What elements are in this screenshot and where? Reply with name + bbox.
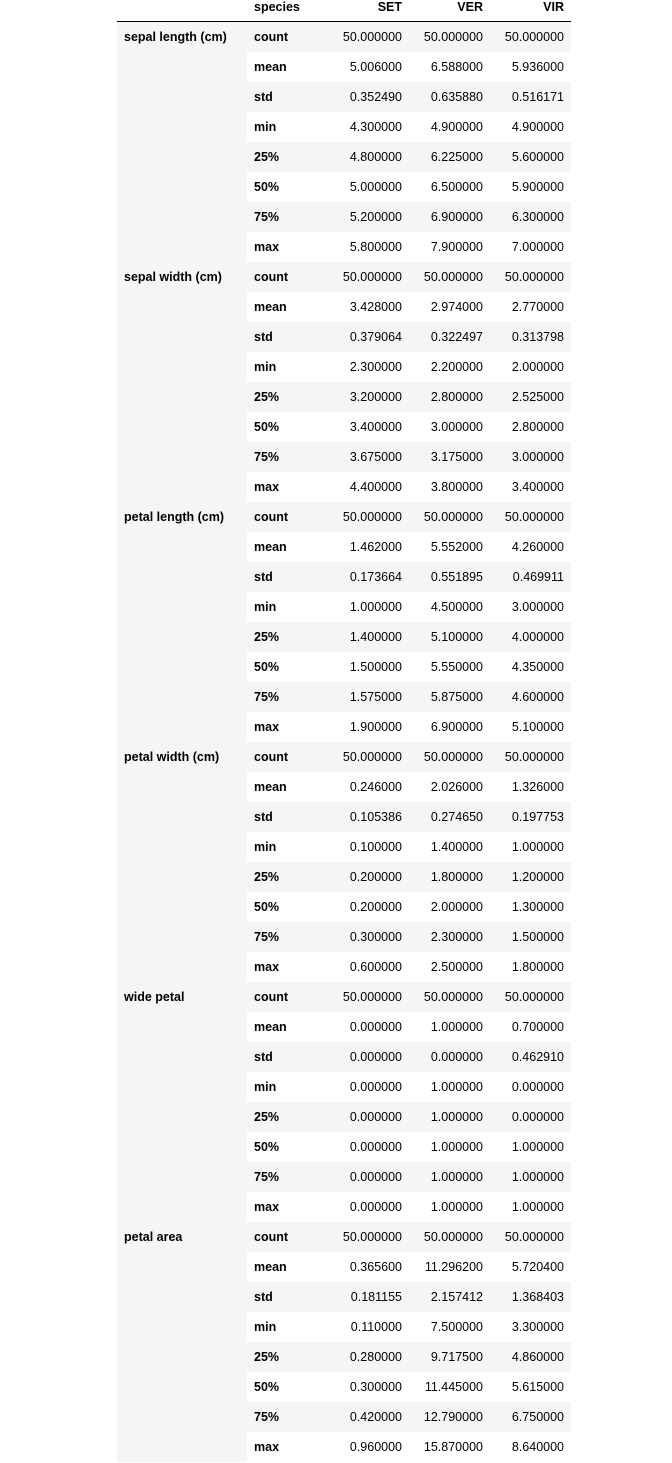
value-cell: 0.181155 [328,1282,409,1312]
value-cell: 1.000000 [490,832,571,862]
value-cell: 50.000000 [328,982,409,1012]
row-group-label: petal length (cm) [117,502,247,742]
value-cell: 7.500000 [409,1312,490,1342]
value-cell: 2.770000 [490,292,571,322]
value-cell: 50.000000 [409,21,490,52]
stat-label: max [247,232,328,262]
value-cell: 0.960000 [328,1432,409,1462]
value-cell: 3.675000 [328,442,409,472]
value-cell: 1.326000 [490,772,571,802]
index-name-header: species [247,0,328,21]
value-cell: 11.445000 [409,1372,490,1402]
stat-label: std [247,802,328,832]
value-cell: 0.105386 [328,802,409,832]
value-cell: 0.200000 [328,862,409,892]
value-cell: 50.000000 [409,982,490,1012]
table-body [117,21,571,1462]
value-cell: 4.000000 [490,622,571,652]
stat-label: mean [247,292,328,322]
value-cell: 0.000000 [409,1042,490,1072]
value-cell: 2.800000 [490,412,571,442]
value-cell: 5.100000 [490,712,571,742]
value-cell: 2.000000 [409,892,490,922]
table-row [117,262,571,292]
value-cell: 4.900000 [490,112,571,142]
value-cell: 0.000000 [328,1132,409,1162]
stat-label: 50% [247,892,328,922]
stat-label: 25% [247,622,328,652]
stat-label: 50% [247,172,328,202]
value-cell: 0.110000 [328,1312,409,1342]
value-cell: 5.550000 [409,652,490,682]
value-cell: 1.000000 [409,1102,490,1132]
stat-label: 75% [247,442,328,472]
stat-label: count [247,982,328,1012]
value-cell: 50.000000 [490,1222,571,1252]
value-cell: 0.516171 [490,82,571,112]
stat-label: 75% [247,1402,328,1432]
stat-label: count [247,742,328,772]
value-cell: 2.000000 [490,352,571,382]
value-cell: 0.551895 [409,562,490,592]
value-cell: 5.936000 [490,52,571,82]
value-cell: 5.006000 [328,52,409,82]
value-cell: 5.900000 [490,172,571,202]
value-cell: 6.225000 [409,142,490,172]
value-cell: 2.300000 [409,922,490,952]
value-cell: 5.000000 [328,172,409,202]
value-cell: 1.000000 [409,1132,490,1162]
value-cell: 11.296200 [409,1252,490,1282]
value-cell: 5.800000 [328,232,409,262]
stat-label: std [247,1282,328,1312]
value-cell: 4.260000 [490,532,571,562]
value-cell: 4.900000 [409,112,490,142]
value-cell: 3.400000 [328,412,409,442]
value-cell: 4.300000 [328,112,409,142]
value-cell: 0.300000 [328,922,409,952]
stat-label: min [247,352,328,382]
value-cell: 4.500000 [409,592,490,622]
stat-label: 75% [247,1162,328,1192]
row-group-label: sepal length (cm) [117,21,247,262]
value-cell: 50.000000 [409,742,490,772]
value-cell: 0.200000 [328,892,409,922]
value-cell: 8.640000 [490,1432,571,1462]
table-row [117,21,571,52]
value-cell: 50.000000 [490,502,571,532]
stat-label: count [247,502,328,532]
value-cell: 5.600000 [490,142,571,172]
header-corner [117,0,247,21]
value-cell: 5.720400 [490,1252,571,1282]
value-cell: 3.000000 [490,442,571,472]
stat-label: 25% [247,1102,328,1132]
stat-label: 75% [247,682,328,712]
value-cell: 0.469911 [490,562,571,592]
value-cell: 1.000000 [409,1192,490,1222]
value-cell: 0.000000 [328,1072,409,1102]
value-cell: 2.026000 [409,772,490,802]
value-cell: 0.173664 [328,562,409,592]
value-cell: 2.974000 [409,292,490,322]
value-cell: 3.300000 [490,1312,571,1342]
value-cell: 1.400000 [328,622,409,652]
value-cell: 4.860000 [490,1342,571,1372]
value-cell: 0.000000 [328,1102,409,1132]
value-cell: 1.000000 [328,592,409,622]
value-cell: 0.700000 [490,1012,571,1042]
stat-label: min [247,1312,328,1342]
value-cell: 2.200000 [409,352,490,382]
column-header-vir: VIR [490,0,571,21]
value-cell: 50.000000 [490,262,571,292]
value-cell: 50.000000 [328,742,409,772]
value-cell: 50.000000 [328,21,409,52]
value-cell: 0.000000 [328,1162,409,1192]
table-header [117,0,571,21]
column-header-ver: VER [409,0,490,21]
value-cell: 4.350000 [490,652,571,682]
value-cell: 6.900000 [409,712,490,742]
stat-label: count [247,1222,328,1252]
row-group-label: wide petal [117,982,247,1222]
stat-label: std [247,1042,328,1072]
value-cell: 0.000000 [328,1042,409,1072]
value-cell: 3.000000 [490,592,571,622]
stat-label: mean [247,532,328,562]
value-cell: 50.000000 [490,742,571,772]
stat-label: count [247,262,328,292]
stat-label: max [247,472,328,502]
value-cell: 2.800000 [409,382,490,412]
value-cell: 0.635880 [409,82,490,112]
value-cell: 5.200000 [328,202,409,232]
value-cell: 50.000000 [328,262,409,292]
stat-label: 25% [247,862,328,892]
stat-label: 25% [247,142,328,172]
stat-label: mean [247,1252,328,1282]
value-cell: 50.000000 [490,21,571,52]
value-cell: 1.000000 [490,1162,571,1192]
value-cell: 15.870000 [409,1432,490,1462]
value-cell: 4.400000 [328,472,409,502]
stat-label: 25% [247,1342,328,1372]
value-cell: 3.800000 [409,472,490,502]
value-cell: 0.300000 [328,1372,409,1402]
value-cell: 4.600000 [490,682,571,712]
stat-label: min [247,112,328,142]
value-cell: 2.157412 [409,1282,490,1312]
row-group-label: petal width (cm) [117,742,247,982]
value-cell: 0.000000 [328,1192,409,1222]
value-cell: 1.462000 [328,532,409,562]
value-cell: 1.300000 [490,892,571,922]
stat-label: max [247,952,328,982]
stat-label: std [247,82,328,112]
value-cell: 6.500000 [409,172,490,202]
value-cell: 4.800000 [328,142,409,172]
value-cell: 0.000000 [490,1072,571,1102]
value-cell: 1.800000 [409,862,490,892]
value-cell: 0.462910 [490,1042,571,1072]
value-cell: 7.000000 [490,232,571,262]
value-cell: 3.428000 [328,292,409,322]
value-cell: 1.500000 [490,922,571,952]
value-cell: 1.000000 [490,1132,571,1162]
row-group-label: petal area [117,1222,247,1462]
value-cell: 50.000000 [328,502,409,532]
value-cell: 5.100000 [409,622,490,652]
header-row [117,0,571,21]
value-cell: 0.274650 [409,802,490,832]
value-cell: 2.500000 [409,952,490,982]
value-cell: 1.800000 [490,952,571,982]
stat-label: max [247,712,328,742]
value-cell: 1.400000 [409,832,490,862]
value-cell: 1.000000 [409,1012,490,1042]
value-cell: 0.000000 [490,1102,571,1132]
stat-label: 75% [247,202,328,232]
column-header-set: SET [328,0,409,21]
table-row [117,502,571,532]
value-cell: 2.300000 [328,352,409,382]
value-cell: 3.400000 [490,472,571,502]
stat-label: std [247,562,328,592]
value-cell: 0.322497 [409,322,490,352]
value-cell: 50.000000 [409,262,490,292]
value-cell: 1.000000 [490,1192,571,1222]
value-cell: 0.197753 [490,802,571,832]
value-cell: 6.750000 [490,1402,571,1432]
stat-label: 50% [247,1372,328,1402]
value-cell: 0.352490 [328,82,409,112]
stat-label: max [247,1192,328,1222]
value-cell: 0.100000 [328,832,409,862]
table-row [117,742,571,772]
value-cell: 5.615000 [490,1372,571,1402]
table-row [117,982,571,1012]
value-cell: 5.875000 [409,682,490,712]
value-cell: 1.000000 [409,1162,490,1192]
stat-label: 50% [247,412,328,442]
value-cell: 1.900000 [328,712,409,742]
stat-label: max [247,1432,328,1462]
stat-label: min [247,592,328,622]
stat-label: count [247,21,328,52]
value-cell: 0.420000 [328,1402,409,1432]
row-group-label: sepal width (cm) [117,262,247,502]
value-cell: 50.000000 [409,1222,490,1252]
stat-label: 25% [247,382,328,412]
value-cell: 5.552000 [409,532,490,562]
value-cell: 1.575000 [328,682,409,712]
stat-label: std [247,322,328,352]
value-cell: 9.717500 [409,1342,490,1372]
value-cell: 0.379064 [328,322,409,352]
value-cell: 1.200000 [490,862,571,892]
value-cell: 1.500000 [328,652,409,682]
stat-label: mean [247,52,328,82]
table-row [117,1222,571,1252]
value-cell: 0.600000 [328,952,409,982]
value-cell: 1.000000 [409,1072,490,1102]
value-cell: 3.175000 [409,442,490,472]
stat-label: mean [247,1012,328,1042]
stat-label: 50% [247,1132,328,1162]
value-cell: 0.365600 [328,1252,409,1282]
stat-label: min [247,1072,328,1102]
value-cell: 7.900000 [409,232,490,262]
value-cell: 6.900000 [409,202,490,232]
value-cell: 50.000000 [490,982,571,1012]
value-cell: 6.300000 [490,202,571,232]
stat-label: 75% [247,922,328,952]
value-cell: 12.790000 [409,1402,490,1432]
value-cell: 0.280000 [328,1342,409,1372]
describe-table [117,0,571,1462]
stat-label: min [247,832,328,862]
value-cell: 3.000000 [409,412,490,442]
stat-label: mean [247,772,328,802]
value-cell: 0.246000 [328,772,409,802]
value-cell: 50.000000 [409,502,490,532]
value-cell: 50.000000 [328,1222,409,1252]
value-cell: 2.525000 [490,382,571,412]
stat-label: 50% [247,652,328,682]
value-cell: 6.588000 [409,52,490,82]
value-cell: 3.200000 [328,382,409,412]
value-cell: 1.368403 [490,1282,571,1312]
value-cell: 0.000000 [328,1012,409,1042]
value-cell: 0.313798 [490,322,571,352]
